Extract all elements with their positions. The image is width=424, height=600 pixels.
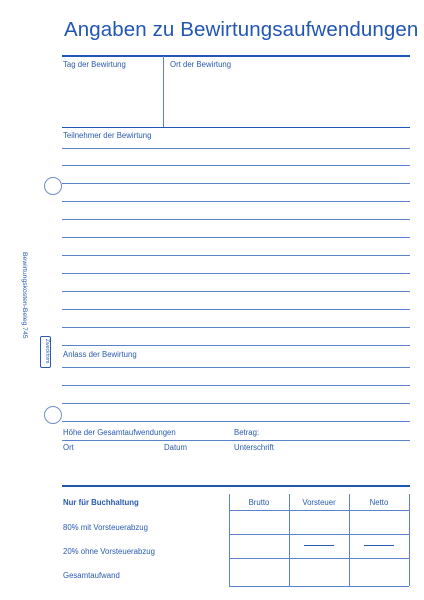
form-title: Angaben zu Bewirtungsaufwendungen <box>64 18 419 41</box>
row-label-20: 20% ohne Vorsteuerabzug <box>63 547 155 556</box>
participants-line[interactable] <box>62 345 410 346</box>
cell-netto-80[interactable] <box>350 511 408 533</box>
participants-line[interactable] <box>62 165 410 166</box>
title-rule <box>62 55 410 57</box>
cell-brutto-total[interactable] <box>230 559 288 585</box>
no-value-dash <box>364 545 394 546</box>
place-label: Ort der Bewirtung <box>170 60 232 69</box>
participants-label: Teilnehmer der Bewirtung <box>63 131 152 140</box>
signature-label: Unterschrift <box>234 443 274 452</box>
date-label: Tag der Bewirtung <box>63 60 126 69</box>
participants-line[interactable] <box>62 273 410 274</box>
occasion-line[interactable] <box>62 367 410 368</box>
table-divider <box>409 494 410 586</box>
participants-line[interactable] <box>62 201 410 202</box>
participants-line[interactable] <box>62 148 410 149</box>
occasion-line[interactable] <box>62 385 410 386</box>
participants-line[interactable] <box>62 309 410 310</box>
location-label: Ort <box>63 443 74 452</box>
cell-brutto-20[interactable] <box>230 535 288 557</box>
bookkeeping-title: Nur für Buchhaltung <box>63 498 139 507</box>
participants-line[interactable] <box>62 219 410 220</box>
amount-label: Betrag: <box>234 428 260 437</box>
occasion-label: Anlass der Bewirtung <box>63 350 137 359</box>
logo-label: Zweckform <box>44 339 50 364</box>
date-place-bottom-rule[interactable] <box>62 127 410 128</box>
punch-hole-top <box>44 177 62 195</box>
cell-brutto-80[interactable] <box>230 511 288 533</box>
participants-line[interactable] <box>62 183 410 184</box>
participants-line[interactable] <box>62 291 410 292</box>
participants-line[interactable] <box>62 255 410 256</box>
column-header-vorsteuer: Vorsteuer <box>302 498 336 507</box>
column-header-brutto: Brutto <box>248 498 270 507</box>
column-header-netto: Netto <box>369 498 389 507</box>
row-label-80: 80% mit Vorsteuerabzug <box>63 523 148 532</box>
zweckform-logo <box>40 336 51 368</box>
no-value-dash <box>304 545 334 546</box>
total-amount-label: Höhe der Gesamtaufwendungen <box>63 428 176 437</box>
bookkeeping-top-rule <box>62 485 410 487</box>
signature-date-label: Datum <box>164 443 187 452</box>
cell-vorsteuer-total[interactable] <box>290 559 348 585</box>
participants-line[interactable] <box>62 237 410 238</box>
punch-hole-bottom <box>44 406 62 424</box>
table-row-rule <box>229 586 409 587</box>
occasion-line[interactable] <box>62 421 410 422</box>
cell-vorsteuer-80[interactable] <box>290 511 348 533</box>
date-place-divider <box>163 56 164 127</box>
total-amount-line[interactable] <box>62 440 410 441</box>
participants-line[interactable] <box>62 327 410 328</box>
cell-netto-total[interactable] <box>350 559 408 585</box>
occasion-line[interactable] <box>62 403 410 404</box>
form-number-text: Bewirtungskosten-Beleg 745 <box>21 252 28 339</box>
row-label-total: Gesamtaufwand <box>63 571 120 580</box>
